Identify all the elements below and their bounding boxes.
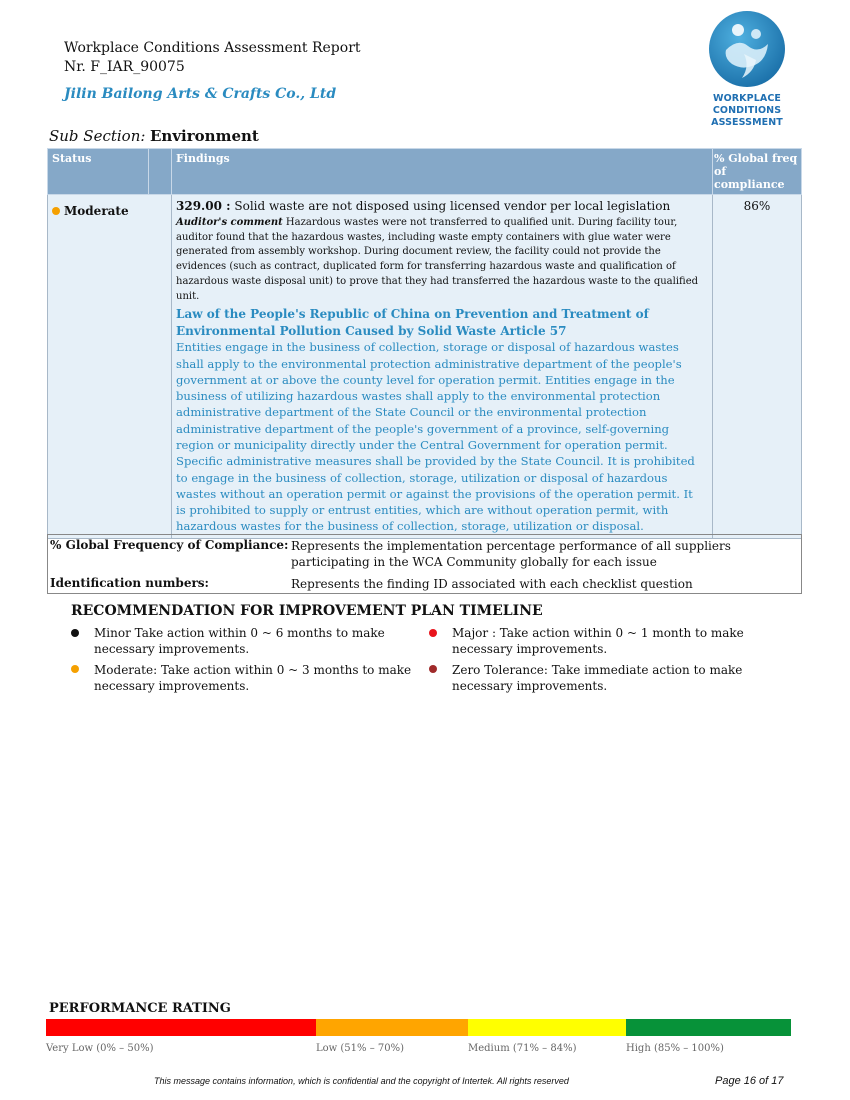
report-title: Workplace Conditions Assessment Report xyxy=(64,40,361,56)
legend-desc-id-numbers: Represents the finding ID associated with each checklist question xyxy=(291,577,693,591)
logo-text-1: WORKPLACE xyxy=(713,93,781,104)
rec-major: Major : Take action within 0 ~ 1 month to make necessary improvements. xyxy=(452,626,744,656)
status-dot-icon xyxy=(52,207,60,215)
company-name: Jilin Bailong Arts & Crafts Co., Ltd xyxy=(64,86,337,102)
report-number: Nr. F_IAR_90075 xyxy=(64,59,185,75)
header-spacer xyxy=(149,149,172,195)
page-number: Page 16 of 17 xyxy=(715,1075,784,1087)
legend-box xyxy=(47,534,802,594)
bar-label-very-low: Very Low (0% – 50%) xyxy=(46,1043,154,1054)
finding-id: 329.00 : xyxy=(176,199,231,213)
logo-text-2: CONDITIONS xyxy=(712,105,782,116)
table-row xyxy=(48,195,802,539)
moderate-dot-icon xyxy=(71,665,79,673)
legend-term-global-freq: % Global Frequency of Compliance: xyxy=(50,538,289,552)
law-text: Entities engage in the business of collection, storage or disposal of hazardous wastes shall apply to the environmental protection administrative department of the people's government at or above the county level for operation permit. Entities engage in the business of utilizing hazardous wastes shall apply to the environmental protection administrative department of the State Council or the environmental protection administrative department of the people's government of a province, self-governing region or municipality directly under the Central Government for operation permit. Specific administrative measures shall be provided by the State Council. It is prohibited to engage in the business of collection, storage, utilization or disposal of hazardous wastes without an operation permit or against the provisions of the operation permit. It is prohibited to supply or entrust entities, which are without operation permit, with hazardous wastes for the business of collection, storage, utilization or disposal. xyxy=(176,340,695,534)
status-label: Moderate xyxy=(64,203,129,218)
rec-zero-tolerance: Zero Tolerance: Take immediate action to make necessary improvements. xyxy=(452,663,743,693)
status-cell xyxy=(48,195,172,539)
finding-cell xyxy=(172,195,713,539)
global-freq-value: 86% xyxy=(713,195,802,539)
law-title: Law of the People's Republic of China on Prevention and Treatment of Environmental Pollution Caused by Solid Waste Article 57 xyxy=(176,307,649,338)
minor-dot-icon xyxy=(71,629,79,637)
legend-desc-global-freq: Represents the implementation percentage performance of all suppliers participating in the WCA Community globally for each issue xyxy=(291,539,731,569)
bar-medium xyxy=(468,1019,626,1036)
bar-low xyxy=(316,1019,468,1036)
bar-high xyxy=(626,1019,791,1036)
finding-line xyxy=(176,198,706,214)
bar-label-medium: Medium (71% – 84%) xyxy=(468,1043,577,1054)
bar-label-high: High (85% – 100%) xyxy=(626,1043,724,1054)
legend-term-id-numbers: Identification numbers: xyxy=(50,576,209,590)
major-dot-icon xyxy=(429,629,437,637)
header-global-freq: % Global freq of compliance xyxy=(713,149,802,195)
wca-logo-icon xyxy=(708,10,786,88)
bar-very-low xyxy=(46,1019,316,1036)
zero-tolerance-dot-icon xyxy=(429,665,437,673)
finding-text: Solid waste are not disposed using licensed vendor per local legislation xyxy=(234,199,671,213)
recommendation-title: RECOMMENDATION FOR IMPROVEMENT PLAN TIMELINE xyxy=(71,603,543,619)
findings-table xyxy=(47,148,802,539)
auditor-comment-text: Hazardous wastes were not transferred to qualified unit. During facility tour, auditor found that the hazardous wastes, including waste empty containers with glue water were generated from assembly workshop. During document review, the facility could not provide the evidences (such as contract, duplicated form for transferring hazardous waste and qualification of hazardous waste disposal unit) to prove that they had transferred the hazardous waste to the qualified unit. xyxy=(176,217,699,302)
subsection-label: Sub Section: xyxy=(49,127,146,145)
bar-label-low: Low (51% – 70%) xyxy=(316,1043,405,1054)
auditor-comment xyxy=(176,216,706,304)
wca-logo xyxy=(706,10,788,128)
auditor-label: Auditor's comment xyxy=(176,217,283,228)
performance-title: PERFORMANCE RATING xyxy=(49,1001,231,1016)
table-header-row xyxy=(48,149,802,195)
subsection-value: Environment xyxy=(150,127,259,145)
footer-note: This message contains information, which is confidential and the copyright of Intertek. All rights reserved xyxy=(154,1076,569,1086)
rec-minor: Minor Take action within 0 ~ 6 months to make necessary improvements. xyxy=(94,626,385,656)
header-status: Status xyxy=(48,149,149,195)
rec-moderate: Moderate: Take action within 0 ~ 3 months to make necessary improvements. xyxy=(94,663,412,693)
header-findings: Findings xyxy=(172,149,713,195)
logo-text-3: ASSESSMENT xyxy=(711,117,783,128)
